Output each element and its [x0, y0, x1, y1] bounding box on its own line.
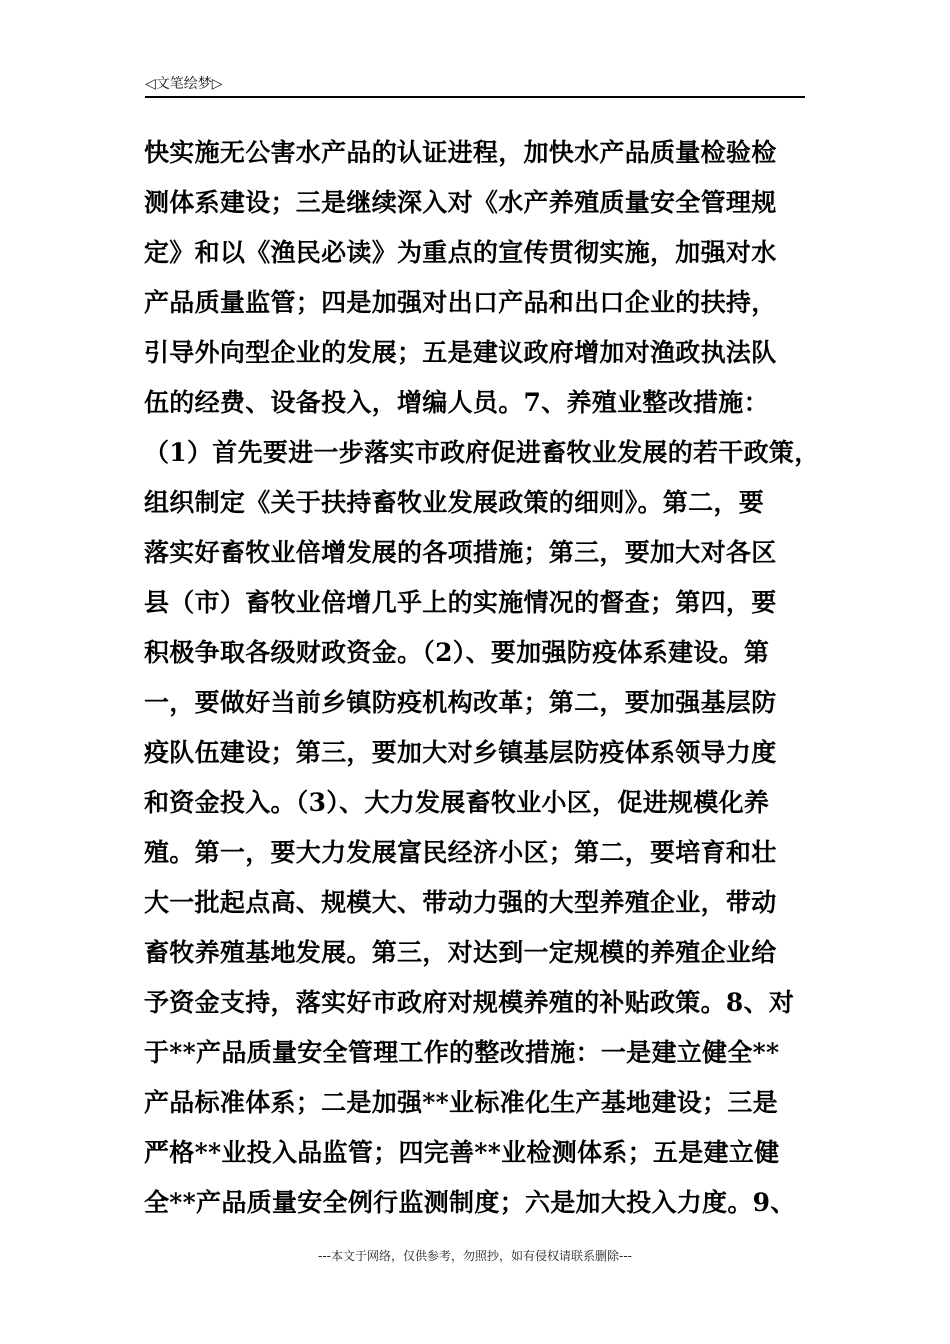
- page-header: [145, 74, 805, 98]
- body-line: 产品标准体系；二是加强**业标准化生产基地建设；三是: [144, 1088, 778, 1117]
- body-line: 于**产品质量安全管理工作的整改措施：一是建立健全**: [144, 1038, 780, 1067]
- body-line: 县（市）畜牧业倍增几乎上的实施情况的督查；第四，要: [144, 588, 777, 617]
- header-title: ◁文笔绘梦▷: [145, 76, 223, 92]
- body-line: 全**产品质量安全例行监测制度；六是加大投入力度。9、: [144, 1188, 796, 1217]
- body-line: 测体系建设；三是继续深入对《水产养殖质量安全管理规: [144, 188, 777, 217]
- body-line: 殖。第一，要大力发展富民经济小区；第二，要培育和壮: [144, 838, 777, 867]
- body-line: （1）首先要进一步落实市政府促进畜牧业发展的若干政策，: [144, 438, 820, 467]
- body-line: 产品质量监管；四是加强对出口产品和出口企业的扶持，: [144, 288, 777, 317]
- body-line: 快实施无公害水产品的认证进程，加快水产品质量检验检: [144, 138, 777, 167]
- footer-disclaimer: ---本文于网络，仅供参考，勿照抄，如有侵权请联系删除---: [318, 1249, 632, 1263]
- document-body: [144, 128, 820, 1228]
- body-line: 组织制定《关于扶持畜牧业发展政策的细则》。第二，要: [144, 488, 765, 517]
- body-line: 一，要做好当前乡镇防疫机构改革；第二，要加强基层防: [144, 688, 777, 717]
- body-line: 和资金投入。（3）、大力发展畜牧业小区，促进规模化养: [144, 788, 770, 817]
- body-line: 畜牧养殖基地发展。第三，对达到一定规模的养殖企业给: [144, 938, 777, 967]
- body-line: 予资金支持，落实好市政府对规模养殖的补贴政策。8、对: [144, 988, 795, 1017]
- body-line: 引导外向型企业的发展；五是建议政府增加对渔政执法队: [144, 338, 777, 367]
- body-line: 疫队伍建设；第三，要加大对乡镇基层防疫体系领导力度: [144, 738, 777, 767]
- body-line: 大一批起点高、规模大、带动力强的大型养殖企业，带动: [144, 888, 777, 917]
- body-line: 落实好畜牧业倍增发展的各项措施；第三，要加大对各区: [144, 538, 777, 567]
- page-footer: [0, 1247, 950, 1265]
- body-line: 严格**业投入品监管；四完善**业检测体系；五是建立健: [144, 1138, 780, 1167]
- body-line: 定》和以《渔民必读》为重点的宣传贯彻实施，加强对水: [144, 238, 777, 267]
- body-line: 积极争取各级财政资金。（2）、要加强防疫体系建设。第: [144, 638, 770, 667]
- body-line: 伍的经费、设备投入，增编人员。7、养殖业整改措施：: [144, 388, 769, 417]
